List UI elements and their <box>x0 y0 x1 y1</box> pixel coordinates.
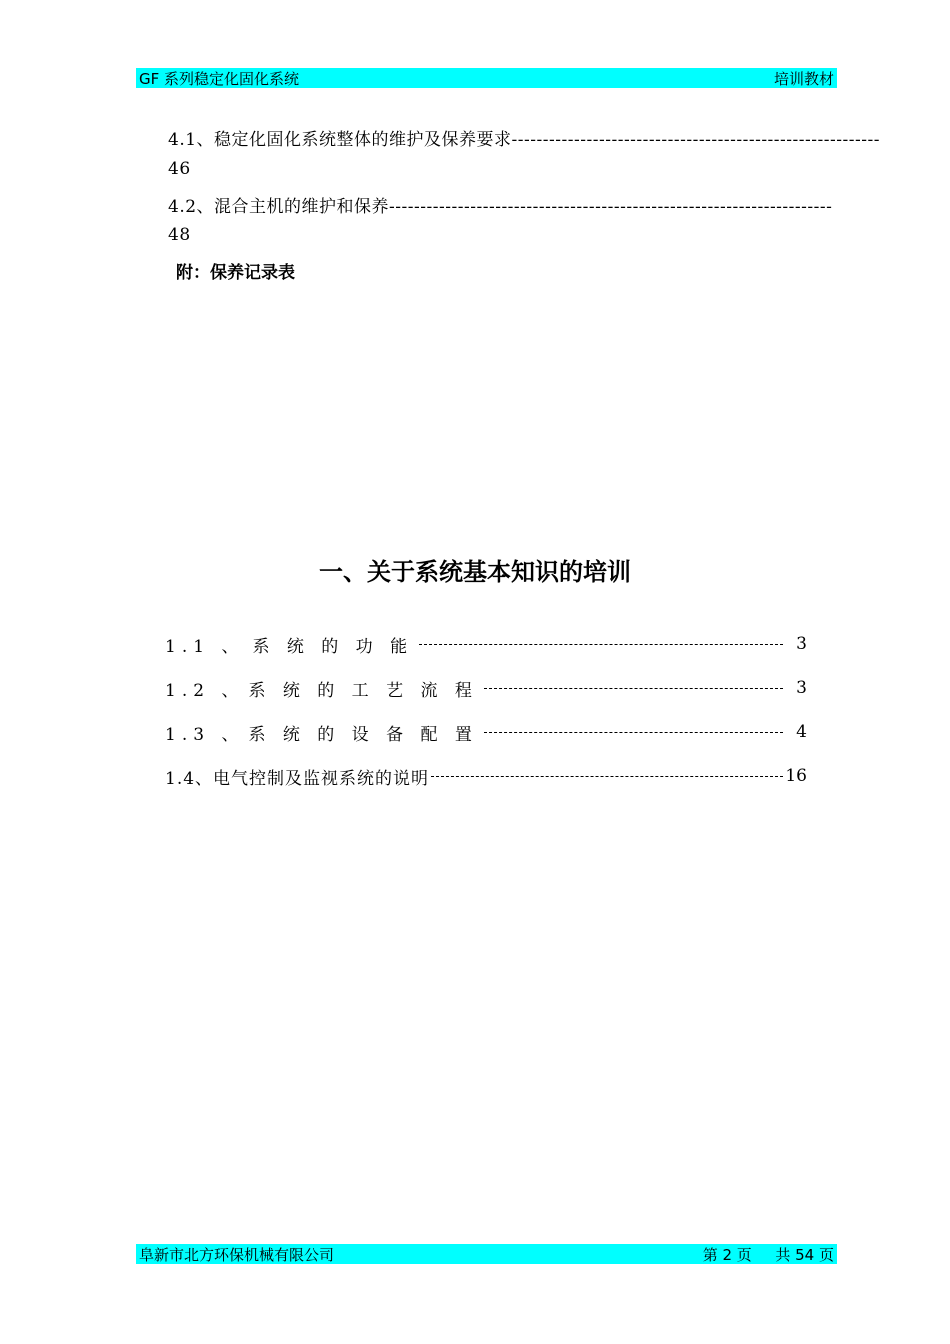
toc-entry-page: 3 <box>796 634 807 654</box>
toc-entry-title: 4.1、稳定化固化系统整体的维护及保养要求 <box>168 130 512 150</box>
footer-company: 阜新市北方环保机械有限公司 <box>139 1245 335 1264</box>
header-doc-type: 培训教材 <box>773 69 834 88</box>
toc-entry-4-2-page: 48 <box>168 225 191 245</box>
page-header <box>136 68 837 88</box>
toc-leader <box>484 688 783 690</box>
toc-entry-title: 4.2、混合主机的维护和保养 <box>168 197 390 217</box>
footer-page-info <box>703 1244 834 1265</box>
footer-page-total: 共 54 页 <box>775 1245 834 1264</box>
toc-entry-title: 系 统 的 功 能 <box>252 636 414 657</box>
appendix-label: 附：保养记录表 <box>176 263 295 283</box>
chapter-title: 一、关于系统基本知识的培训 <box>319 558 631 586</box>
toc-entry-4-2[interactable] <box>168 192 833 217</box>
toc-entry-1-4[interactable] <box>165 764 807 788</box>
toc-entry-page: 16 <box>785 766 807 786</box>
toc-entry-1-1[interactable] <box>165 632 807 656</box>
toc-entry-title: 系 统 的 设 备 配 置 <box>248 724 478 745</box>
toc-leader <box>484 732 783 734</box>
toc-leader: ----------------------------------------------------------------------- <box>389 197 833 217</box>
toc-leader <box>419 644 783 646</box>
toc-entry-1-3[interactable] <box>165 720 807 744</box>
toc-entry-page: 4 <box>796 722 807 742</box>
toc-entry-title: 系 统 的 工 艺 流 程 <box>248 680 478 701</box>
header-doc-title: GF 系列稳定化固化系统 <box>139 69 300 88</box>
toc-entry-4-1-page: 46 <box>168 159 191 179</box>
toc-entry-page: 3 <box>796 678 807 698</box>
toc-entry-number: 1.1 、 <box>165 636 245 657</box>
toc-entry-number: 1.3 、 <box>165 724 245 745</box>
toc-entry-number: 1.4、 <box>165 768 214 789</box>
toc-entry-1-2[interactable] <box>165 676 807 700</box>
page-footer <box>136 1244 837 1264</box>
toc-leader <box>431 776 783 778</box>
toc-entry-number: 1.2 、 <box>165 680 245 701</box>
toc-entry-4-1[interactable] <box>168 125 880 150</box>
toc-leader: ----------------------------------------------------------- <box>511 130 880 150</box>
toc-entry-title: 电气控制及监视系统的说明 <box>213 768 430 789</box>
footer-page-number: 第 2 页 <box>702 1245 752 1264</box>
